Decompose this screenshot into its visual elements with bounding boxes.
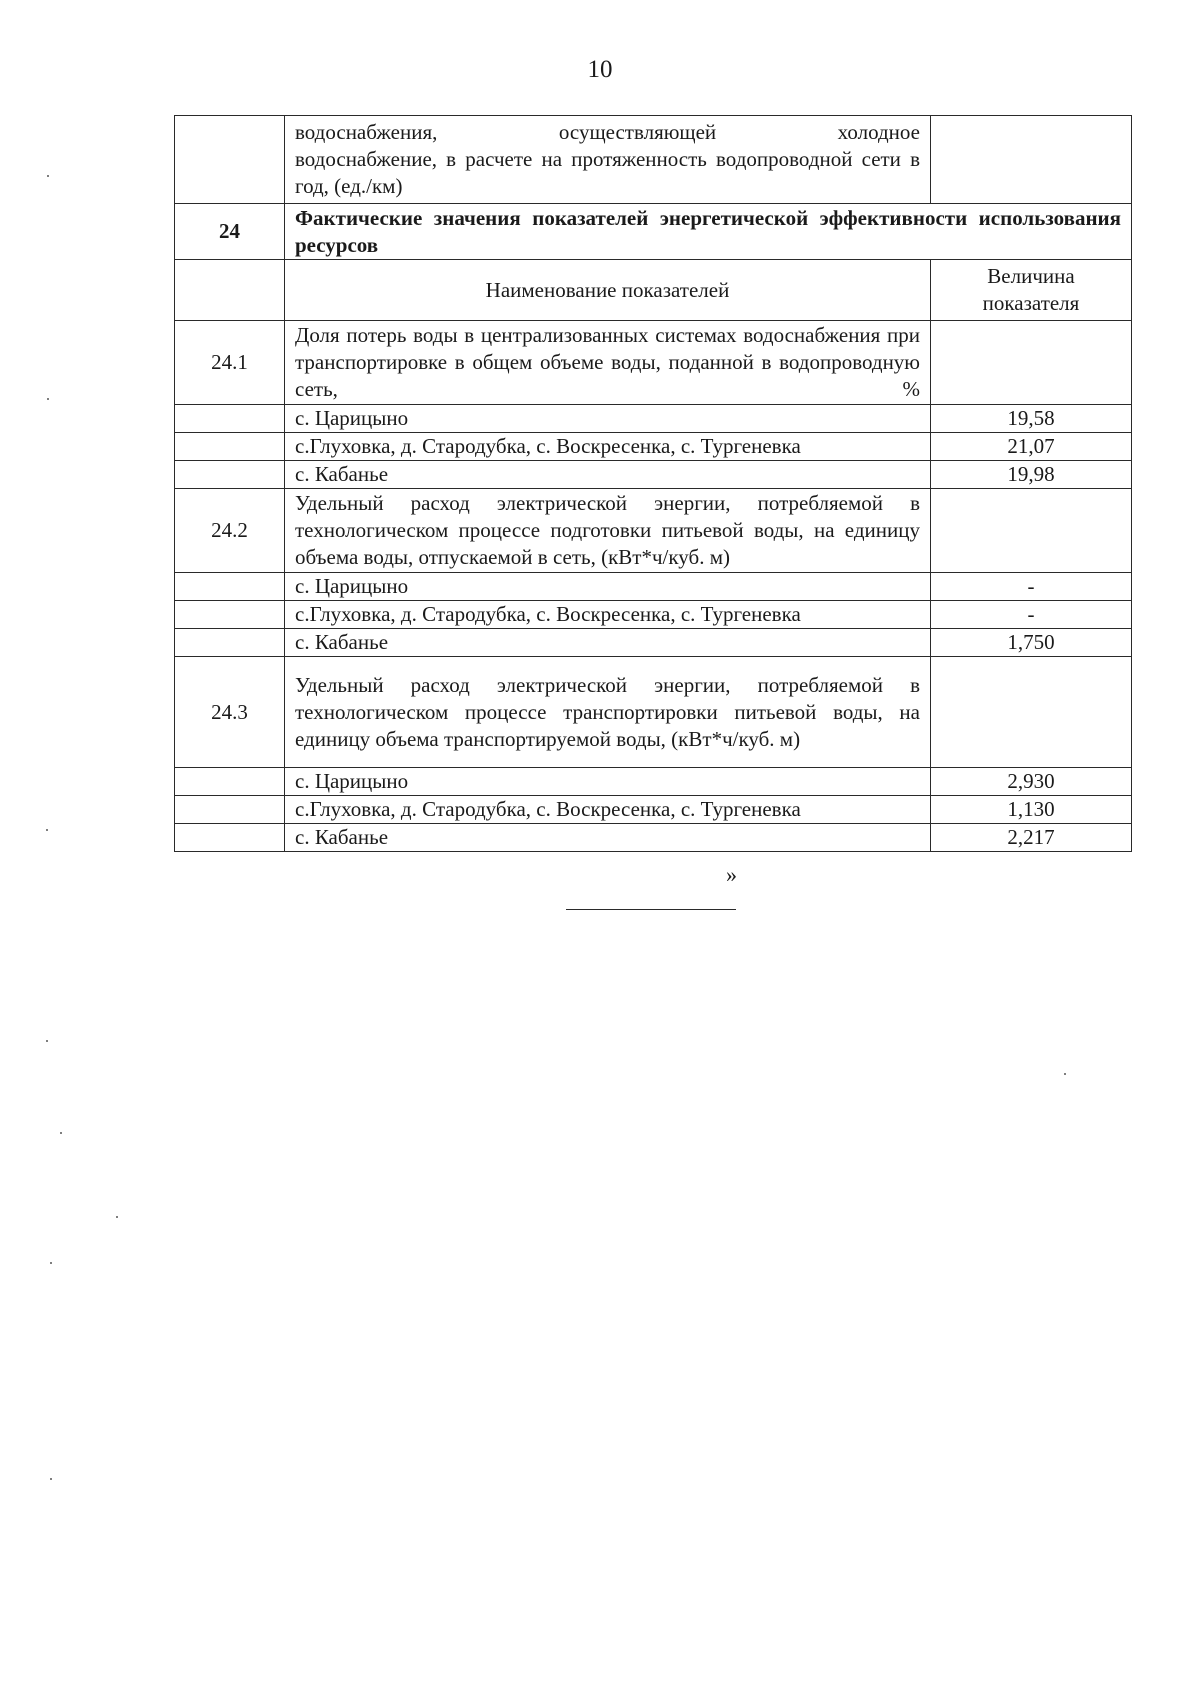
scan-speck (46, 1040, 48, 1042)
table-row (175, 796, 1132, 824)
indicator-value: - (931, 601, 1132, 629)
indicator-value: - (931, 573, 1132, 601)
value-cell (931, 116, 1132, 204)
header-value: Величина показателя (931, 260, 1132, 321)
locality-name: с. Кабанье (285, 461, 931, 489)
table-row (175, 405, 1132, 433)
section-number: 24 (175, 204, 285, 260)
number-cell (175, 260, 285, 321)
table-row (175, 629, 1132, 657)
section-row (175, 204, 1132, 260)
word: холодное (837, 120, 920, 144)
number-cell (175, 601, 285, 629)
table-row (175, 768, 1132, 796)
table-row (175, 824, 1132, 852)
number-cell (175, 573, 285, 601)
indicator-value: 1,750 (931, 629, 1132, 657)
indicator-value: 1,130 (931, 796, 1132, 824)
indicator-value: 19,58 (931, 405, 1132, 433)
number-cell (175, 116, 285, 204)
locality-name: с.Глуховка, д. Стародубка, с. Воскресенка, с. Тургеневка (285, 433, 931, 461)
locality-name: с.Глуховка, д. Стародубка, с. Воскресенка, с. Тургеневка (285, 601, 931, 629)
number-cell (175, 405, 285, 433)
scan-speck (47, 175, 49, 177)
locality-name: с. Царицыно (285, 573, 931, 601)
continued-text-line (295, 119, 920, 146)
indicator-row (175, 489, 1132, 573)
header-row (175, 260, 1132, 321)
locality-name: с. Царицыно (285, 405, 931, 433)
number-cell (175, 629, 285, 657)
table-row (175, 116, 1132, 204)
continued-text: водоснабжение, в расчете на протяженность водопроводной сети в год, (ед./км) (295, 147, 920, 198)
indicator-row (175, 321, 1132, 405)
scan-speck (50, 1478, 52, 1480)
header-name: Наименование показателей (285, 260, 931, 321)
value-cell (931, 657, 1132, 768)
indicator-text: Удельный расход электрической энергии, потребляемой в технологическом процессе подготовки питьевой воды, на единицу объема воды, отпускаемой в сеть, (кВт*ч/куб. м) (285, 489, 931, 573)
value-cell (931, 321, 1132, 405)
locality-name: с.Глуховка, д. Стародубка, с. Воскресенка, с. Тургеневка (285, 796, 931, 824)
number-cell (175, 796, 285, 824)
section-title: Фактические значения показателей энергетической эффективности использования ресурсов (285, 204, 1132, 260)
locality-name: с. Кабанье (285, 629, 931, 657)
number-cell (175, 824, 285, 852)
locality-name: с. Кабанье (285, 824, 931, 852)
scan-speck (60, 1132, 62, 1134)
table-row (175, 601, 1132, 629)
word: осуществляющей (558, 120, 717, 144)
word: водоснабжения, (295, 120, 438, 144)
indicator-value: 19,98 (931, 461, 1132, 489)
indicator-row (175, 657, 1132, 768)
scan-speck (50, 1262, 52, 1264)
locality-name: с. Царицыно (285, 768, 931, 796)
indicator-value: 2,930 (931, 768, 1132, 796)
scan-speck (116, 1216, 118, 1218)
table-row (175, 461, 1132, 489)
value-cell (931, 489, 1132, 573)
indicator-number: 24.3 (175, 657, 285, 768)
indicator-number: 24.2 (175, 489, 285, 573)
end-rule (566, 909, 736, 910)
indicator-value: 2,217 (931, 824, 1132, 852)
scan-speck (1064, 1073, 1066, 1075)
page-number: 10 (587, 56, 613, 83)
scan-speck (47, 398, 49, 400)
continued-text-cell (285, 116, 931, 204)
table-row (175, 433, 1132, 461)
number-cell (175, 461, 285, 489)
scan-speck (46, 829, 48, 831)
indicator-text: Удельный расход электрической энергии, потребляемой в технологическом процессе транспортировки питьевой воды, на единицу объема транспортируемой воды, (кВт*ч/куб. м) (285, 657, 931, 768)
indicator-value: 21,07 (931, 433, 1132, 461)
indicator-text: Доля потерь воды в централизованных системах водоснабжения при транспортировке в общем объеме воды, поданной в водопроводную сеть, % (285, 321, 931, 405)
table-row (175, 573, 1132, 601)
indicators-table (174, 115, 1132, 852)
number-cell (175, 433, 285, 461)
number-cell (175, 768, 285, 796)
indicator-number: 24.1 (175, 321, 285, 405)
closing-quote-mark: » (726, 862, 737, 887)
